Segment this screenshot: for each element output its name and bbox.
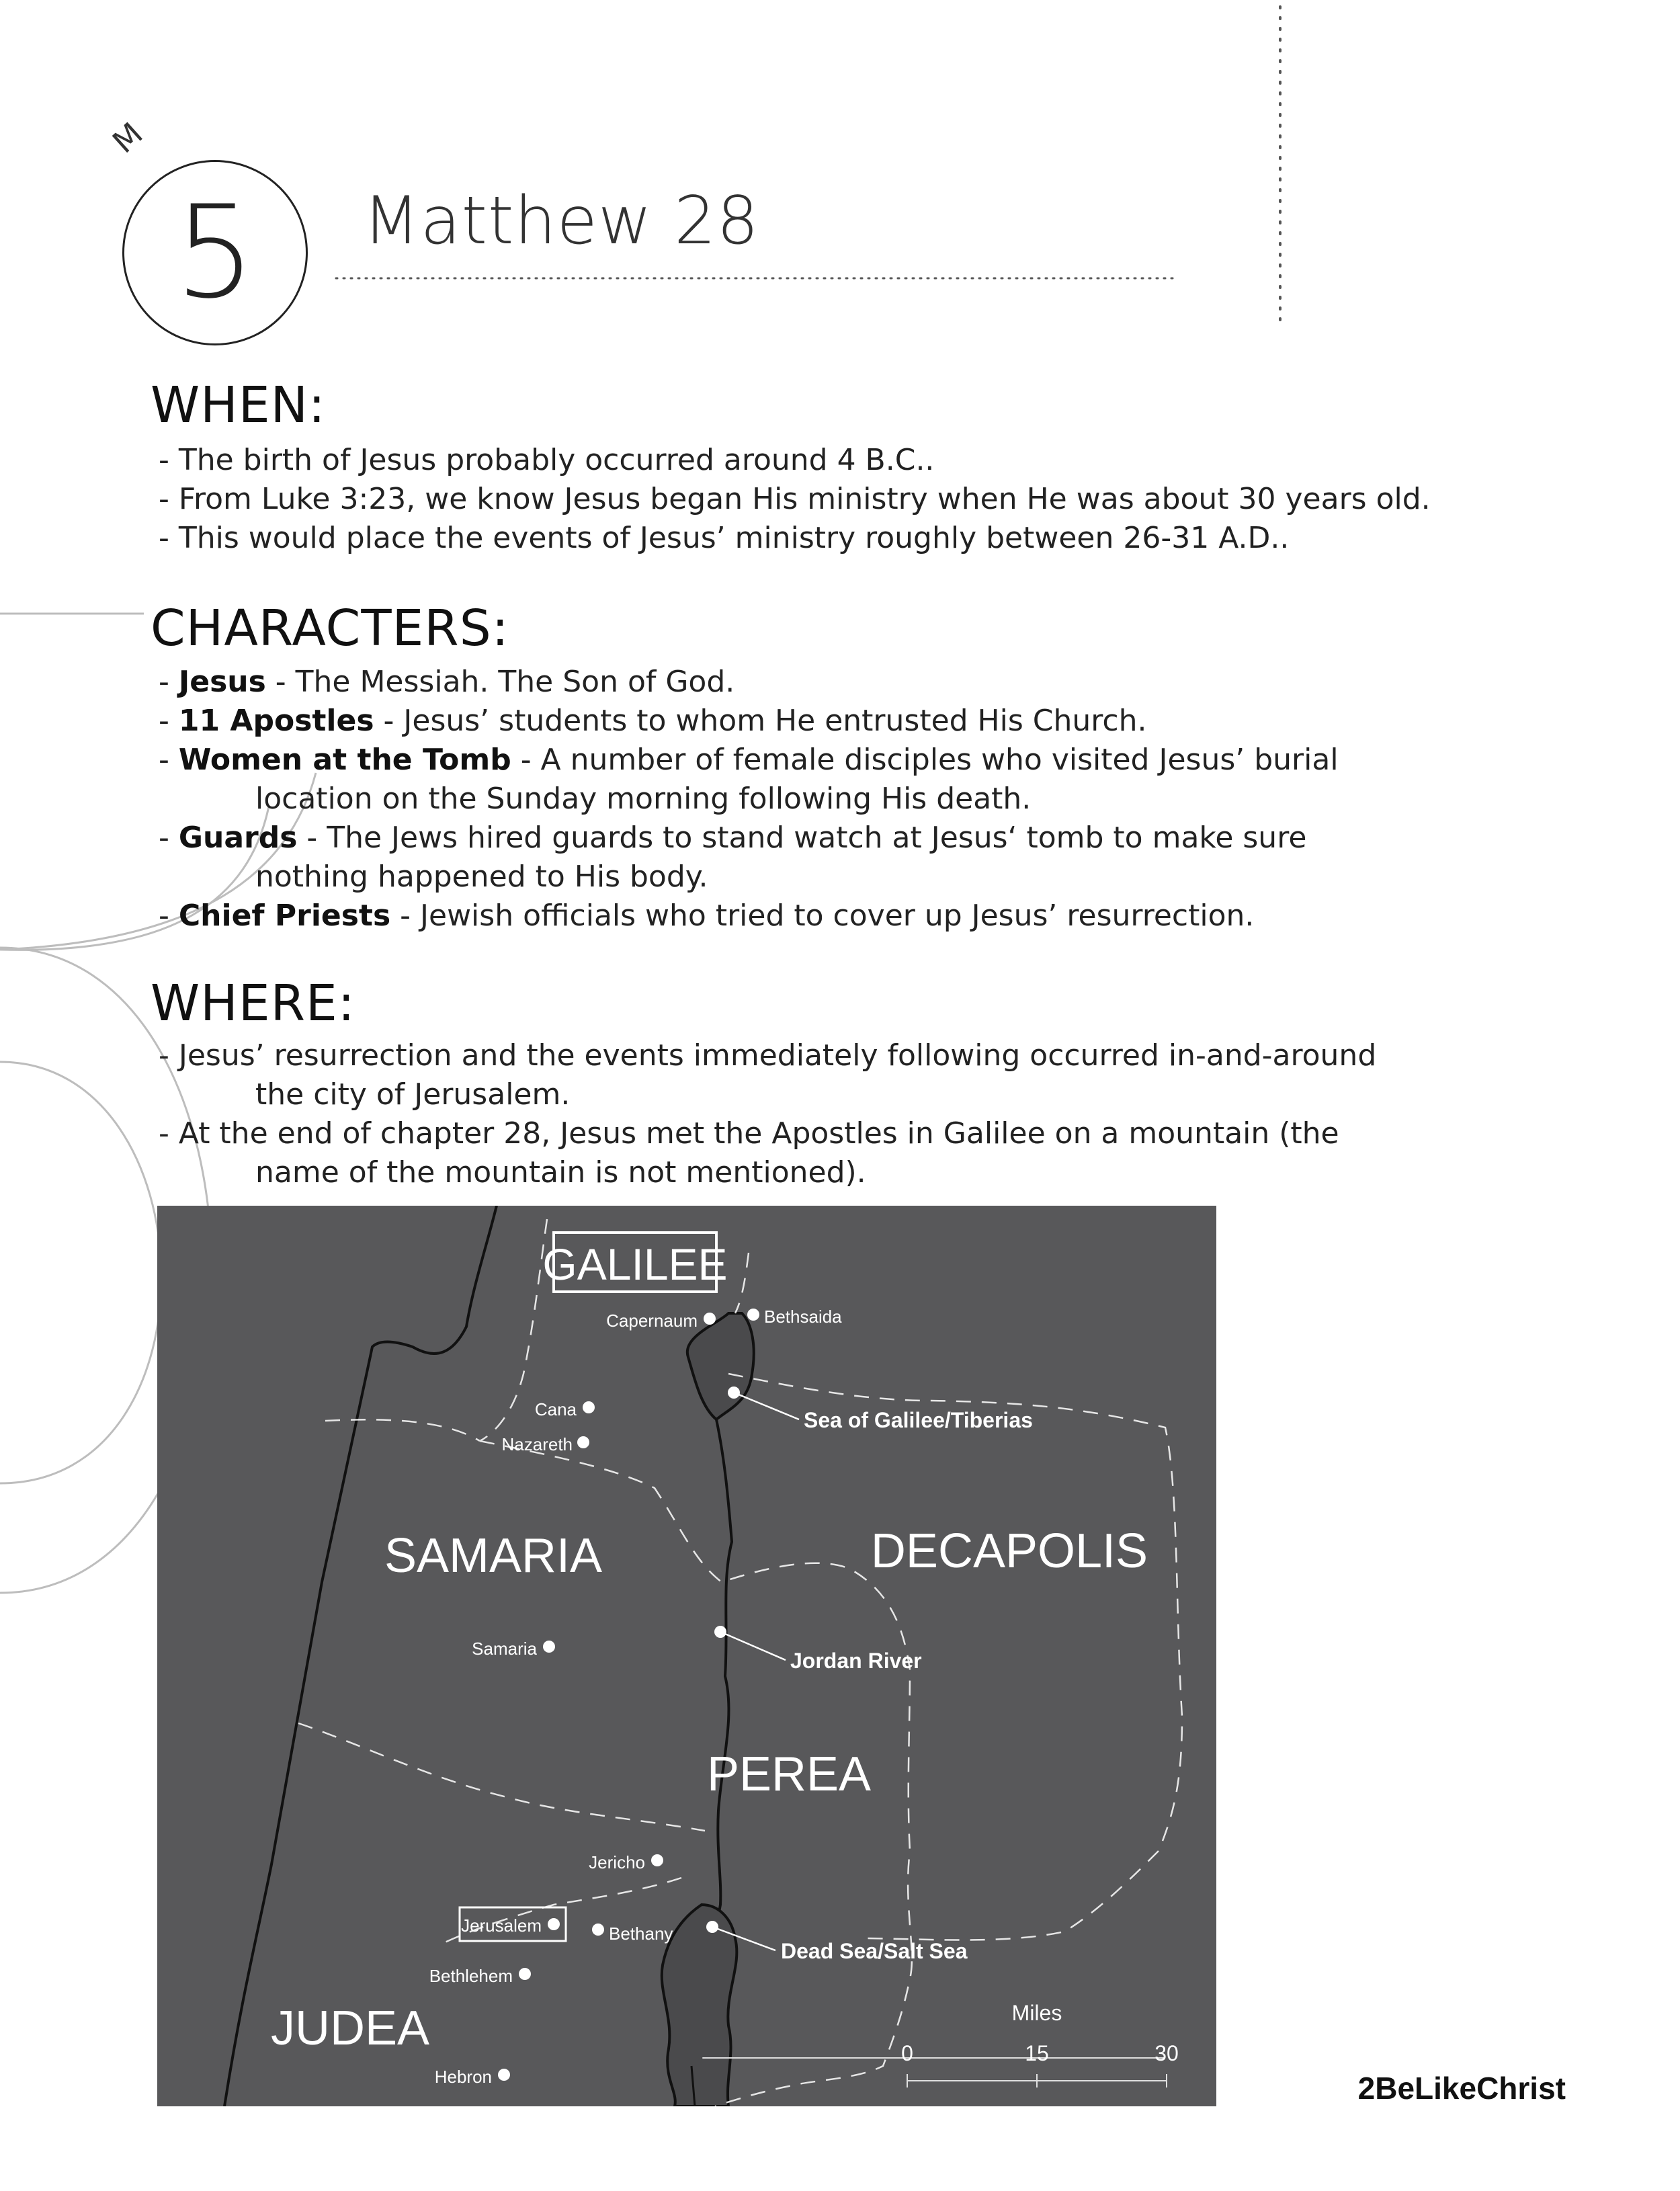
bethlehem-dot: [519, 1968, 531, 1980]
region-decapolis: DECAPOLIS: [870, 1524, 1148, 1578]
where-line-1-cont: the city of Jerusalem.: [255, 1077, 571, 1112]
when-line-2: - From Luke 3:23, we know Jesus began His ministry when He was about 30 years old.: [159, 482, 1431, 516]
region-map: [157, 1206, 1216, 2106]
scale-tick-30: 30: [1154, 2041, 1179, 2065]
cana-dot: [583, 1401, 595, 1413]
when-line-3: - This would place the events of Jesus’ ministry roughly between 26-31 A.D..: [159, 521, 1290, 555]
region-samaria: SAMARIA: [384, 1529, 603, 1583]
characters-heading: CHARACTERS:: [151, 600, 509, 657]
city-hebron: Hebron: [434, 2067, 492, 2087]
character-item: - 11 Apostles - Jesus’ students to whom He entrusted His Church.: [159, 704, 1147, 738]
where-line-2: - At the end of chapter 28, Jesus met the Apostles in Galilee on a mountain (the: [159, 1116, 1339, 1151]
corner-mark: M: [106, 115, 150, 161]
jericho-dot: [651, 1854, 663, 1866]
character-desc-cont: nothing happened to His body.: [255, 860, 708, 894]
where-line-2-cont: name of the mountain is not mentioned).: [255, 1155, 866, 1190]
city-cana: Cana: [534, 1399, 577, 1419]
jerusalem-dot: [548, 1918, 560, 1930]
region-judea: JUDEA: [270, 2001, 430, 2055]
nazareth-dot: [577, 1436, 589, 1448]
character-name: Jesus: [178, 665, 266, 699]
hebron-dot: [498, 2069, 510, 2081]
feature-jordan-river: Jordan River: [790, 1649, 922, 1673]
city-bethlehem: Bethlehem: [429, 1966, 513, 1986]
samaria-dot: [543, 1641, 555, 1653]
scale-tick-0: 0: [901, 2041, 913, 2065]
capernaum-dot: [704, 1313, 716, 1325]
brand-logo: 2BeLikeChrist: [1357, 2071, 1566, 2106]
city-samaria: Samaria: [472, 1639, 537, 1659]
character-desc: - Jewish officials who tried to cover up Jesus’ resurrection.: [390, 899, 1255, 933]
when-heading: WHEN:: [151, 376, 326, 434]
bethany-dot: [592, 1924, 604, 1936]
character-desc: - Jesus’ students to whom He entrusted His Church.: [374, 704, 1147, 738]
where-line-1: - Jesus’ resurrection and the events immediately following occurred in-and-around: [159, 1038, 1377, 1073]
character-desc: - The Jews hired guards to stand watch at Jesus‘ tomb to make sure: [297, 821, 1307, 855]
when-line-1: - The birth of Jesus probably occurred around 4 B.C..: [159, 443, 935, 477]
scale-unit: Miles: [1011, 2001, 1062, 2025]
character-desc-cont: location on the Sunday morning following His death.: [255, 782, 1032, 816]
feature-sea-of-galilee: Sea of Galilee/Tiberias: [804, 1408, 1033, 1432]
feature-dead-sea: Dead Sea/Salt Sea: [781, 1939, 968, 1963]
city-nazareth: Nazareth: [501, 1434, 573, 1454]
character-item: - Guards - The Jews hired guards to stand watch at Jesus‘ tomb to make sure: [159, 821, 1307, 855]
character-desc: - The Messiah. The Son of God.: [265, 665, 735, 699]
character-name: Women at the Tomb: [178, 743, 511, 777]
region-perea: PEREA: [706, 1747, 872, 1801]
chapter-number: 5: [122, 160, 308, 345]
character-item: - Jesus - The Messiah. The Son of God.: [159, 665, 735, 699]
city-bethany: Bethany: [609, 1924, 673, 1944]
city-capernaum: Capernaum: [606, 1311, 698, 1331]
character-item: - Chief Priests - Jewish officials who tried to cover up Jesus’ resurrection.: [159, 899, 1255, 933]
page-title: Matthew 28: [363, 183, 759, 259]
region-galilee: GALILEE: [542, 1239, 728, 1289]
bethsaida-dot: [747, 1309, 759, 1321]
character-name: Chief Priests: [178, 899, 391, 933]
city-jericho: Jericho: [589, 1852, 645, 1872]
city-bethsaida: Bethsaida: [764, 1307, 842, 1327]
dead-sea: [662, 1905, 737, 2106]
character-name: 11 Apostles: [178, 704, 374, 738]
character-name: Guards: [178, 821, 298, 855]
character-item: - Women at the Tomb - A number of female disciples who visited Jesus’ burial: [159, 743, 1339, 777]
city-jerusalem: Jerusalem: [461, 1915, 542, 1936]
character-desc: - A number of female disciples who visited Jesus’ burial: [511, 743, 1339, 777]
scale-tick-15: 15: [1025, 2041, 1049, 2065]
where-heading: WHERE:: [151, 975, 355, 1032]
